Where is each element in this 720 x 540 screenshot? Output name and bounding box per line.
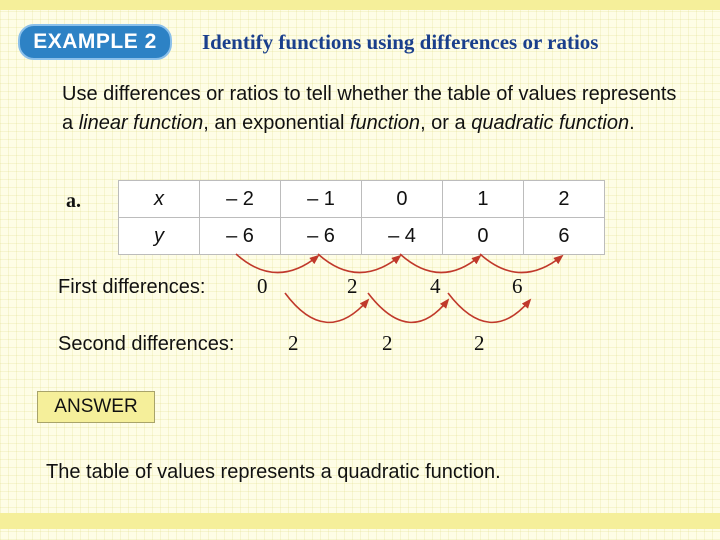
part-label: a. (66, 190, 81, 212)
x-cell: 2 (523, 181, 604, 218)
first-difference-value: 6 (512, 274, 523, 298)
linear-term: linear function (78, 112, 204, 134)
conclusion-text: The table of values represents a quadratic function. (46, 461, 501, 483)
y-cell: – 6 (199, 218, 280, 255)
exponential-term: function (350, 112, 421, 134)
second-difference-value: 2 (382, 331, 393, 355)
second-difference-value: 2 (474, 331, 485, 355)
second-differences-label: Second differences: (58, 333, 235, 355)
intro-text: , or a (420, 112, 472, 134)
y-cell: 0 (442, 218, 523, 255)
first-differences-label: First differences: (58, 276, 206, 298)
second-difference-value: 2 (288, 331, 299, 355)
x-cell: – 2 (199, 181, 280, 218)
y-cell: 6 (523, 218, 604, 255)
answer-label: ANSWER (37, 391, 155, 423)
y-header-cell: y (119, 218, 200, 255)
intro-text: , an exponential (203, 112, 350, 134)
quadratic-term: quadratic function (471, 112, 630, 134)
x-header-cell: x (119, 181, 200, 218)
first-difference-value: 4 (430, 274, 441, 298)
y-cell: – 4 (361, 218, 442, 255)
first-diff-arc (400, 254, 480, 273)
page-title: Identify functions using differences or ratios (202, 30, 599, 54)
first-difference-value: 0 (257, 274, 268, 298)
first-diff-arc (236, 254, 318, 273)
y-cell: – 6 (280, 218, 361, 255)
x-cell: 1 (442, 181, 523, 218)
example-badge: EXAMPLE 2 (18, 24, 172, 60)
intro-text: Use differences or ratios to tell whether the table of values represents a (62, 83, 677, 134)
first-difference-value: 2 (347, 274, 358, 298)
first-diff-arc (480, 254, 562, 273)
x-cell: – 1 (280, 181, 361, 218)
first-diff-arc (318, 254, 400, 273)
x-cell: 0 (361, 181, 442, 218)
intro-text: . (629, 112, 635, 134)
